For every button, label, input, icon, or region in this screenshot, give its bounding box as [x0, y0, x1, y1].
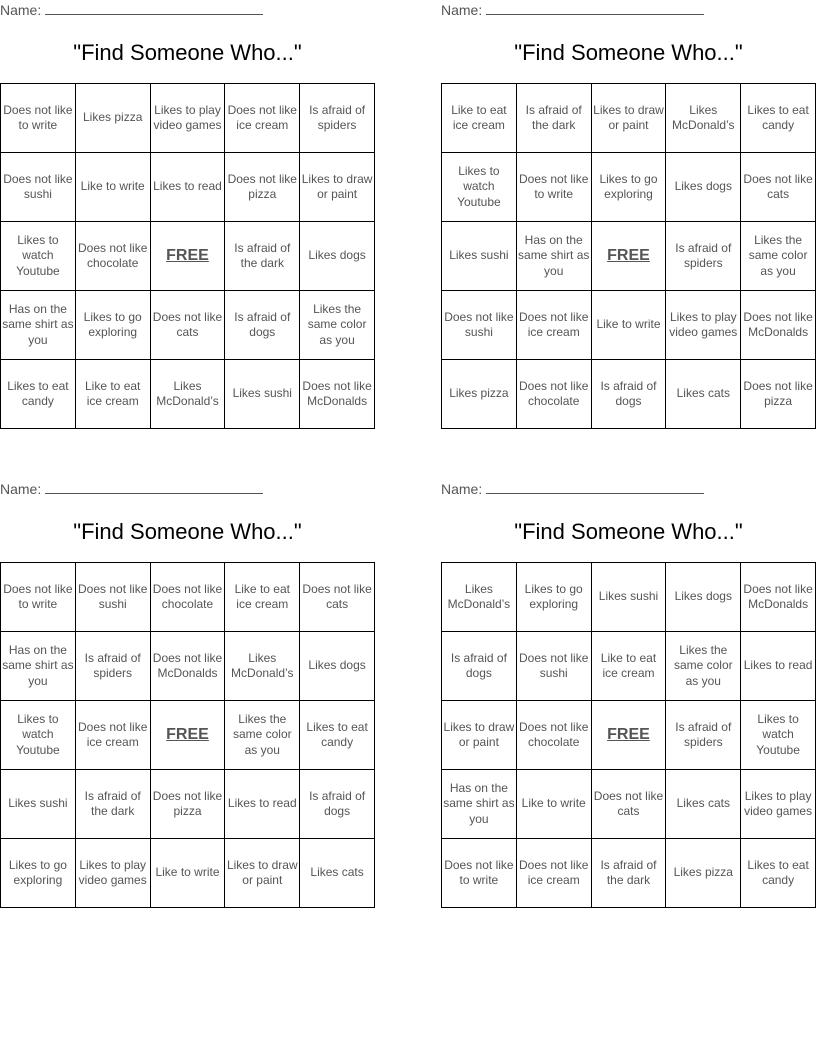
name-label: Name:: [441, 481, 483, 497]
grid-cell: Like to eat ice cream: [591, 632, 666, 701]
grid-cell: Does not like ice cream: [516, 291, 591, 360]
grid-cell: Like to write: [516, 770, 591, 839]
grid-cell: Likes to go exploring: [591, 153, 666, 222]
grid-cell: Does not like chocolate: [150, 563, 225, 632]
grid-cell: Is afraid of the dark: [516, 84, 591, 153]
grid-cell: Likes to go exploring: [516, 563, 591, 632]
grid-row: [442, 291, 816, 360]
name-blank-line[interactable]: [486, 2, 704, 15]
grid-row: [1, 222, 375, 291]
grid-cell: Does not like to write: [1, 563, 76, 632]
card-title: "Find Someone Who...": [514, 40, 743, 65]
grid-row: [442, 563, 816, 632]
grid-cell: Is afraid of the dark: [225, 222, 300, 291]
name-label: Name:: [0, 2, 42, 18]
grid-cell: Likes to watch Youtube: [1, 701, 76, 770]
grid-cell: Like to write: [75, 153, 150, 222]
grid-cell: Like to eat ice cream: [75, 360, 150, 429]
grid-cell: Does not like chocolate: [516, 360, 591, 429]
grid-cell: Likes cats: [300, 839, 375, 908]
grid-cell: Does not like McDonalds: [741, 563, 816, 632]
grid-cell: Likes sushi: [1, 770, 76, 839]
grid-cell: Is afraid of dogs: [442, 632, 517, 701]
grid-row: [1, 563, 375, 632]
grid-cell: Likes McDonald’s: [225, 632, 300, 701]
grid-cell: Does not like cats: [300, 563, 375, 632]
grid-cell: Does not like chocolate: [75, 222, 150, 291]
name-blank-line[interactable]: [486, 481, 704, 494]
grid-cell: Likes to watch Youtube: [741, 701, 816, 770]
grid-cell: Likes to play video games: [75, 839, 150, 908]
grid-cell: Likes to play video games: [666, 291, 741, 360]
grid-cell: Has on the same shirt as you: [1, 632, 76, 701]
grid-cell: Is afraid of spiders: [300, 84, 375, 153]
grid-cell: Is afraid of dogs: [225, 291, 300, 360]
grid-cell: Likes to go exploring: [1, 839, 76, 908]
grid-cell: Does not like cats: [150, 291, 225, 360]
grid-cell: Is afraid of dogs: [591, 360, 666, 429]
bingo-grid: [0, 562, 375, 908]
bingo-grid: [0, 83, 375, 429]
grid-cell: Likes to eat candy: [300, 701, 375, 770]
grid-cell: Has on the same shirt as you: [1, 291, 76, 360]
grid-cell: Likes pizza: [442, 360, 517, 429]
free-space-cell: FREE: [591, 701, 666, 770]
grid-row: [442, 222, 816, 291]
grid-cell: Likes to play video games: [150, 84, 225, 153]
grid-cell: Like to eat ice cream: [442, 84, 517, 153]
name-blank-line[interactable]: [45, 481, 263, 494]
grid-row: [442, 360, 816, 429]
grid-cell: Likes dogs: [300, 632, 375, 701]
grid-cell: Likes McDonald’s: [666, 84, 741, 153]
grid-row: [1, 632, 375, 701]
grid-cell: Likes dogs: [666, 563, 741, 632]
grid-cell: Does not like to write: [442, 839, 517, 908]
grid-cell: Does not like sushi: [1, 153, 76, 222]
grid-cell: Is afraid of the dark: [75, 770, 150, 839]
grid-row: [1, 839, 375, 908]
grid-cell: Does not like sushi: [442, 291, 517, 360]
grid-row: [1, 153, 375, 222]
grid-cell: Likes the same color as you: [666, 632, 741, 701]
grid-cell: Like to write: [150, 839, 225, 908]
grid-row: [442, 770, 816, 839]
free-space-cell: FREE: [150, 701, 225, 770]
grid-cell: Likes cats: [666, 360, 741, 429]
grid-cell: Does not like sushi: [75, 563, 150, 632]
card-title: "Find Someone Who...": [73, 40, 302, 65]
grid-cell: Does not like sushi: [516, 632, 591, 701]
grid-row: [442, 701, 816, 770]
grid-cell: Likes pizza: [666, 839, 741, 908]
grid-cell: Likes to eat candy: [1, 360, 76, 429]
grid-cell: Is afraid of the dark: [591, 839, 666, 908]
grid-cell: Is afraid of dogs: [300, 770, 375, 839]
grid-cell: Likes to read: [150, 153, 225, 222]
grid-cell: Likes to read: [225, 770, 300, 839]
grid-cell: Likes to draw or paint: [300, 153, 375, 222]
grid-cell: Likes to draw or paint: [442, 701, 517, 770]
grid-cell: Is afraid of spiders: [666, 222, 741, 291]
name-field: [441, 2, 704, 18]
grid-row: [1, 84, 375, 153]
grid-row: [442, 839, 816, 908]
free-space-cell: FREE: [150, 222, 225, 291]
grid-row: [442, 153, 816, 222]
grid-row: [1, 701, 375, 770]
grid-cell: Does not like pizza: [150, 770, 225, 839]
grid-cell: Does not like McDonalds: [300, 360, 375, 429]
grid-cell: Does not like pizza: [225, 153, 300, 222]
grid-cell: Does not like ice cream: [516, 839, 591, 908]
grid-cell: Is afraid of spiders: [666, 701, 741, 770]
name-field: [0, 2, 263, 18]
grid-cell: Does not like pizza: [741, 360, 816, 429]
name-label: Name:: [0, 481, 42, 497]
grid-row: [1, 291, 375, 360]
grid-cell: Does not like cats: [591, 770, 666, 839]
grid-cell: Does not like to write: [1, 84, 76, 153]
grid-cell: Likes the same color as you: [225, 701, 300, 770]
grid-cell: Likes to draw or paint: [225, 839, 300, 908]
grid-cell: Likes to watch Youtube: [1, 222, 76, 291]
grid-row: [1, 770, 375, 839]
name-label: Name:: [441, 2, 483, 18]
grid-cell: Likes sushi: [442, 222, 517, 291]
grid-cell: Has on the same shirt as you: [442, 770, 517, 839]
grid-cell: Likes sushi: [225, 360, 300, 429]
grid-cell: Does not like cats: [741, 153, 816, 222]
grid-cell: Likes pizza: [75, 84, 150, 153]
name-field: [0, 481, 263, 497]
grid-cell: Likes to play video games: [741, 770, 816, 839]
grid-cell: Does not like McDonalds: [741, 291, 816, 360]
name-field: [441, 481, 704, 497]
grid-cell: Is afraid of spiders: [75, 632, 150, 701]
card-title: "Find Someone Who...": [514, 519, 743, 544]
grid-cell: Likes to go exploring: [75, 291, 150, 360]
grid-row: [442, 84, 816, 153]
grid-cell: Likes the same color as you: [741, 222, 816, 291]
grid-cell: Does not like to write: [516, 153, 591, 222]
name-blank-line[interactable]: [45, 2, 263, 15]
grid-cell: Likes sushi: [591, 563, 666, 632]
grid-cell: Likes McDonald’s: [150, 360, 225, 429]
card-title: "Find Someone Who...": [73, 519, 302, 544]
free-space-cell: FREE: [591, 222, 666, 291]
grid-cell: Has on the same shirt as you: [516, 222, 591, 291]
grid-cell: Does not like McDonalds: [150, 632, 225, 701]
grid-cell: Likes McDonald’s: [442, 563, 517, 632]
grid-row: [1, 360, 375, 429]
grid-cell: Likes to eat candy: [741, 84, 816, 153]
bingo-grid: [441, 562, 816, 908]
grid-cell: Does not like ice cream: [225, 84, 300, 153]
grid-cell: Likes the same color as you: [300, 291, 375, 360]
grid-cell: Likes to watch Youtube: [442, 153, 517, 222]
grid-cell: Likes to read: [741, 632, 816, 701]
grid-cell: Does not like chocolate: [516, 701, 591, 770]
grid-cell: Likes dogs: [666, 153, 741, 222]
bingo-grid: [441, 83, 816, 429]
grid-cell: Likes dogs: [300, 222, 375, 291]
grid-cell: Like to write: [591, 291, 666, 360]
grid-cell: Likes to draw or paint: [591, 84, 666, 153]
grid-cell: Likes to eat candy: [741, 839, 816, 908]
grid-cell: Like to eat ice cream: [225, 563, 300, 632]
grid-cell: Does not like ice cream: [75, 701, 150, 770]
grid-cell: Likes cats: [666, 770, 741, 839]
grid-row: [442, 632, 816, 701]
